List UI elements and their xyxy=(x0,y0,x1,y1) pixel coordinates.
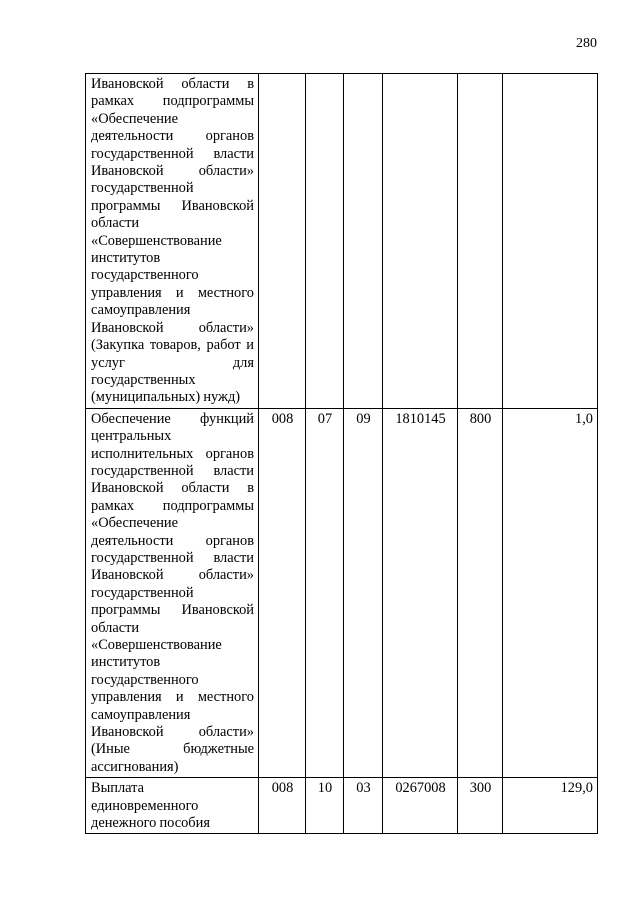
page-number: 280 xyxy=(576,36,597,51)
ministry-code xyxy=(259,74,306,409)
subsection-code: 09 xyxy=(344,408,383,778)
row-description: Обеспечение функций центральных исполнительных органов государственной власти Ивановской области в рамках подпрограммы «Обеспечение деятельности органов государственной власти Ивановской области» государственной программы Ивановской области «Совершенствование институтов государственного управления и местного самоуправления Ивановской области» (Иные бюджетные ассигнования) xyxy=(86,408,259,778)
amount: 129,0 xyxy=(503,778,598,834)
section-code xyxy=(306,74,344,409)
expense-type-code xyxy=(458,74,503,409)
target-article-code: 0267008 xyxy=(383,778,458,834)
target-article-code: 1810145 xyxy=(383,408,458,778)
row-description: Выплата единовременного денежного пособия xyxy=(86,778,259,834)
expense-type-code: 300 xyxy=(458,778,503,834)
subsection-code: 03 xyxy=(344,778,383,834)
ministry-code: 008 xyxy=(259,778,306,834)
expense-type-code: 800 xyxy=(458,408,503,778)
table-row xyxy=(86,408,598,778)
amount xyxy=(503,74,598,409)
subsection-code xyxy=(344,74,383,409)
row-description: Ивановской области в рамках подпрограммы «Обеспечение деятельности органов государственной власти Ивановской области» государственной программы Ивановской области «Совершенствование институтов государственного управления и местного самоуправления Ивановской области» (Закупка товаров, работ и услуг для государственных (муниципальных) нужд) xyxy=(86,74,259,409)
ministry-code: 008 xyxy=(259,408,306,778)
table-row xyxy=(86,778,598,834)
table-row xyxy=(86,74,598,409)
section-code: 10 xyxy=(306,778,344,834)
budget-table xyxy=(85,73,598,834)
target-article-code xyxy=(383,74,458,409)
section-code: 07 xyxy=(306,408,344,778)
amount: 1,0 xyxy=(503,408,598,778)
